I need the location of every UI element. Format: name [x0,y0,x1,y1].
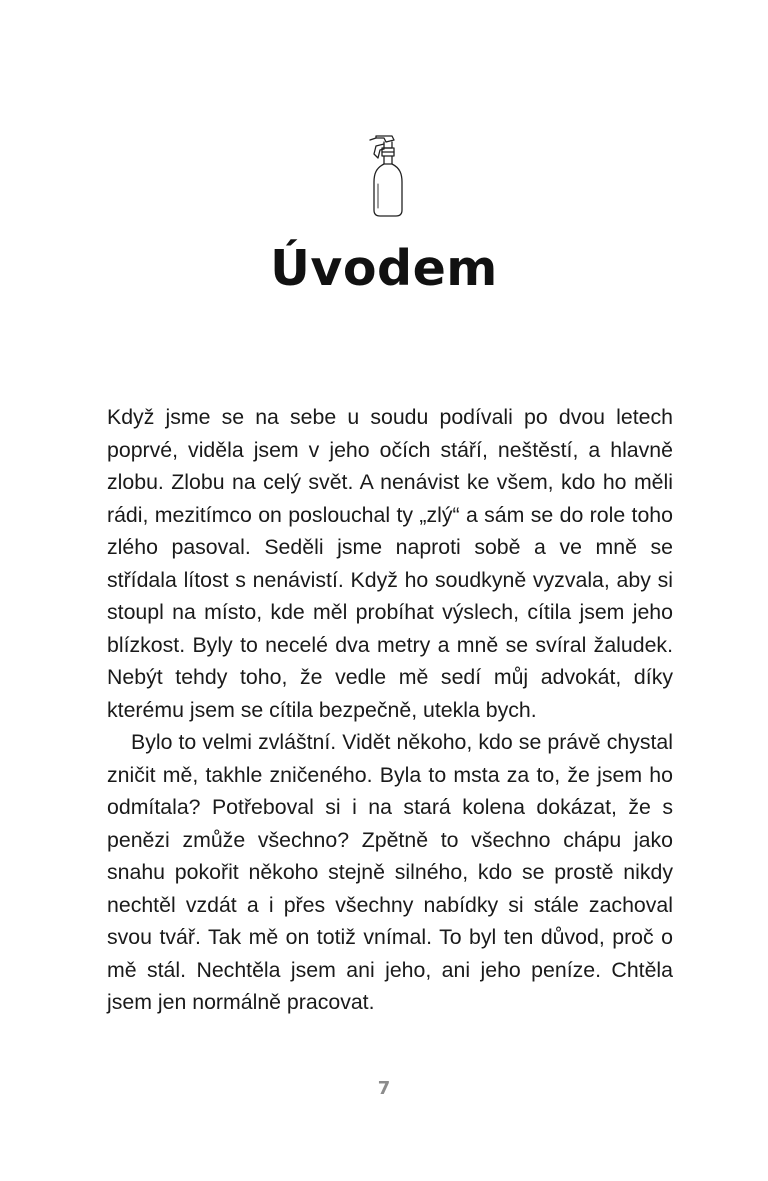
paragraph: Když jsme se na sebe u soudu podívali po dvou letech poprvé, viděla jsem v jeho očích stáří, neštěstí, a hlavně zlobu. Zlobu na celý svět. A nenávist ke všem, kdo ho měli rádi, mezitímco on poslouchal ty „zlý“ a sám se do role toho zlého pasoval. Seděli jsme naproti sobě a ve mně se střídala lítost s nenávistí. Když ho soudkyně vyzvala, aby si stoupl na místo, kde měl probíhat výslech, cítila jsem jeho blízkost. Byly to necelé dva metry a mně se svíral žaludek. Nebýt tehdy toho, že vedle mě sedí můj advokát, díky kterému jsem se cítila bezpečně, utekla bych. [107,405,673,722]
paragraph: Bylo to velmi zvláštní. Vidět někoho, kdo se právě chystal zničit mě, takhle zničeného. Byla to msta za to, že jsem ho odmítala? Potřeboval si i na stará kolena dokázat, že s penězi zmůže všechno? Zpětně to všechno chápu jako snahu pokořit někoho stejně silného, kdo se prostě nikdy nechtěl vzdát a i přes všechny nabídky si stále zachoval svou tvář. Tak mě on totiž vnímal. To byl ten důvod, proč o mě stál. Nechtěla jsem ani jeho, ani jeho peníze. Chtěla jsem jen normálně pracovat. [107,730,673,1014]
spray-bottle-icon [362,134,414,218]
chapter-body [107,401,673,1019]
page-number: 7 [377,1078,391,1099]
chapter-title: Úvodem [270,240,498,297]
